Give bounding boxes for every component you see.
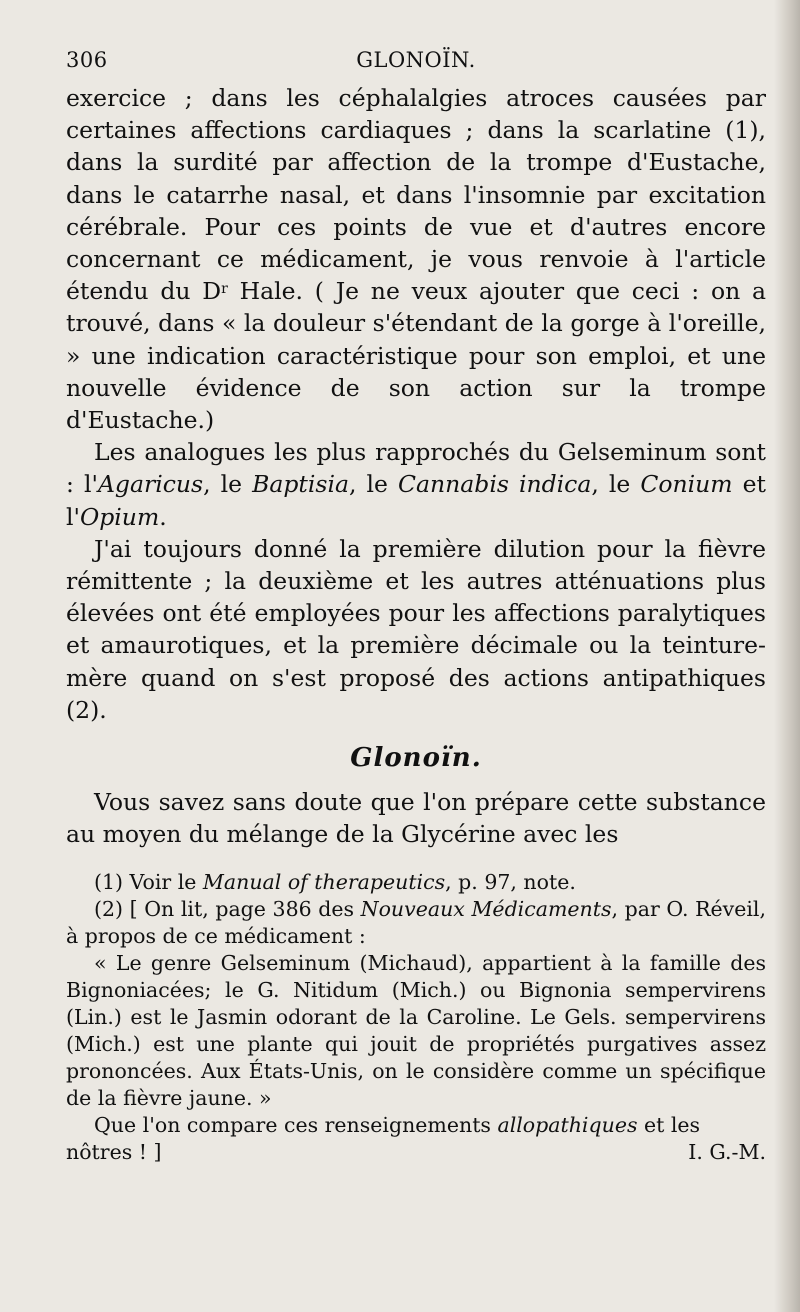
italic-conium: Conium — [640, 470, 733, 499]
italic-manual-title: Manual of therapeutics — [202, 869, 446, 894]
italic-baptisia: Baptisia — [252, 470, 349, 499]
italic-opium: Opium — [79, 502, 160, 531]
footnote-2-compare — [66, 1112, 766, 1139]
paragraph-1-text-a: exercice ; dans les céphalalgies atroces causées par certaines affections cardiaques ; dans la scarlatine (1), dans la surdité par affection de la trompe d'Eustache, dans le catarrhe nasal, et dans l'insomnie par excitation cérébrale. Pour ces points de vue et d'autres encore concernant ce médicament, je vous renvoie à l'article étendu du D — [66, 84, 766, 306]
text-run: , le — [591, 470, 641, 499]
text-run: et les — [637, 1112, 701, 1137]
text-run: , p. 97, note. — [445, 869, 576, 894]
main-text — [66, 82, 766, 851]
paragraph-1 — [66, 82, 766, 436]
text-run: et l' — [66, 470, 766, 531]
footnotes — [66, 869, 766, 1166]
text-run: Que l'on compare ces renseignements — [94, 1112, 498, 1137]
footnote-2 — [66, 896, 766, 950]
doctor-superscript: r — [221, 281, 228, 298]
italic-agaricus: Agaricus — [97, 470, 204, 499]
running-title: GLONOÏN. — [356, 48, 476, 72]
section-title: Glonoïn. — [350, 743, 482, 774]
page-edge-shadow — [774, 0, 800, 1312]
signature: I. G.-M. — [688, 1139, 766, 1164]
text-run: . — [159, 502, 167, 531]
italic-nouveaux-medicaments: Nouveaux Médicaments — [360, 896, 612, 921]
paragraph-3: J'ai toujours donné la première dilution pour la fièvre rémittente ; la deuxième et les autres atténuations plus élevées ont été employées pour les affections paralytiques et amaurotiques, et la première décimale ou la teinture-mère quand on s'est proposé des actions antipathiques (2). — [66, 534, 766, 724]
footnote-2-quote: « Le genre Gelseminum (Michaud), appartient à la famille des Bignoniacées; le G. Nitidum (Mich.) ou Bignonia sempervirens (Lin.) est le Jasmin odorant de la Caroline. Le Gels. sempervirens (Mich.) est une plante qui jouit de propriétés purgatives assez prononcées. Aux États-Unis, on le considère comme un spécifique de la fièvre jaune. » — [66, 950, 766, 1110]
paragraph-1-text-b: Hale. ( Je ne veux ajouter que ceci : on a trouvé, dans « la douleur s'étendant de la gorge à l'oreille, » une indication caractéristique pour son emploi, et une nouvelle évidence de son action sur la trompe d'Eustache.) — [66, 277, 767, 435]
text-run: Les analogues les plus rapprochés du Gelseminum sont : l' — [66, 438, 766, 499]
text-run: , le — [348, 470, 398, 499]
paragraph-4: Vous savez sans doute que l'on prépare cette substance au moyen du mélange de la Glycérine avec les — [66, 788, 766, 849]
footnote-2-closing — [66, 1139, 766, 1166]
page-number: 306 — [66, 48, 108, 72]
paragraph-2 — [66, 436, 766, 533]
italic-allopathiques: allopathiques — [497, 1112, 638, 1137]
text-run: (2) [ On lit, page 386 des — [94, 896, 361, 921]
italic-cannabis: Cannabis indica — [398, 470, 592, 499]
text-run: , le — [203, 470, 253, 499]
book-page — [66, 48, 766, 1166]
footnote-2-end: nôtres ! ] — [66, 1139, 162, 1164]
page-header — [66, 48, 766, 82]
text-run: (1) Voir le — [94, 869, 203, 894]
footnote-1 — [66, 869, 766, 896]
text-run: , par O. Réveil, à propos de ce médicament : — [66, 896, 766, 948]
